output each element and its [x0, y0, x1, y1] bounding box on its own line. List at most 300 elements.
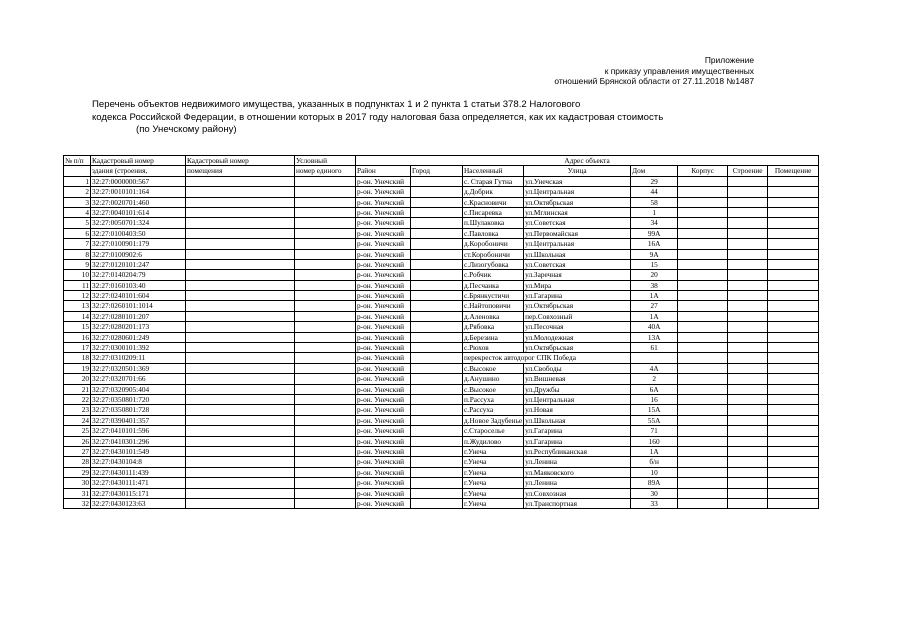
row-street: ул.Центральная [524, 394, 631, 404]
row-house: 1А [631, 446, 678, 456]
row-premise [186, 498, 295, 508]
row-district: р-он. Унечский [356, 218, 411, 228]
row-korpus [678, 228, 728, 238]
row-cadastral: 32:27:0410101:596 [91, 426, 186, 436]
row-city [411, 187, 463, 197]
row-korpus [678, 343, 728, 353]
row-house [631, 353, 678, 363]
row-settlement: г.Унеча [463, 478, 524, 488]
row-house: 99А [631, 228, 678, 238]
row-pomeshchenie [768, 457, 819, 467]
row-pomeshchenie [768, 207, 819, 217]
row-korpus [678, 197, 728, 207]
row-korpus [678, 218, 728, 228]
row-house: 55А [631, 415, 678, 425]
row-city [411, 446, 463, 456]
row-korpus [678, 353, 728, 363]
row-stroenie [728, 176, 768, 186]
row-cadastral: 32:27:0280201:173 [91, 322, 186, 332]
row-cadastral: 32:27:0430111:471 [91, 478, 186, 488]
row-premise [186, 426, 295, 436]
row-district: р-он. Унечский [356, 405, 411, 415]
row-city [411, 426, 463, 436]
row-house: 33 [631, 498, 678, 508]
row-premise [186, 343, 295, 353]
row-city [411, 259, 463, 269]
row-korpus [678, 415, 728, 425]
row-settlement: с.Староселье [463, 426, 524, 436]
row-house: 89А [631, 478, 678, 488]
row-city [411, 488, 463, 498]
row-stroenie [728, 353, 768, 363]
row-house: 27 [631, 301, 678, 311]
row-no: 8 [64, 249, 91, 259]
row-no: 7 [64, 239, 91, 249]
row-cadastral: 32:27:0430123:63 [91, 498, 186, 508]
row-district: р-он. Унечский [356, 322, 411, 332]
row-street: пер.Совхозный [524, 311, 631, 321]
row-settlement: с.Писаревка [463, 207, 524, 217]
row-house: 16 [631, 394, 678, 404]
row-settlement: п.Рассуха [463, 394, 524, 404]
row-premise [186, 405, 295, 415]
row-cadastral: 32:27:0410301:296 [91, 436, 186, 446]
header-house: Дом [631, 166, 678, 176]
row-district: р-он. Унечский [356, 259, 411, 269]
row-settlement: д.Новое Задубенье [464, 415, 523, 425]
row-district: р-он. Унечский [356, 270, 411, 280]
appendix-line-3: отношений Брянской области от 27.11.2018 №1487 [554, 76, 754, 86]
row-korpus [678, 249, 728, 259]
row-street: ул.Песочная [524, 322, 631, 332]
row-house: 30 [631, 488, 678, 498]
row-district: р-он. Унечский [356, 426, 411, 436]
row-stroenie [728, 259, 768, 269]
appendix-line-1: Приложение [704, 55, 754, 65]
row-stroenie [728, 426, 768, 436]
row-premise [186, 280, 295, 290]
table-row [64, 239, 819, 249]
row-korpus [678, 457, 728, 467]
row-settlement: с. Старая Гутна [463, 176, 524, 186]
row-settlement: с.Рассуха [463, 405, 524, 415]
row-city [411, 343, 463, 353]
row-district: р-он. Унечский [356, 176, 411, 186]
row-stroenie [728, 446, 768, 456]
header-cad-building: Кадастровый номер [91, 156, 186, 166]
row-no: 15 [64, 322, 91, 332]
table-row [64, 197, 819, 207]
header-row-2 [64, 166, 819, 176]
row-district: р-он. Унечский [356, 374, 411, 384]
table-row [64, 228, 819, 238]
row-premise [186, 249, 295, 259]
header-conditional-2: номер единого [295, 166, 356, 176]
row-no: 28 [64, 457, 91, 467]
row-premise [186, 270, 295, 280]
table-row [64, 405, 819, 415]
row-premise [186, 467, 295, 477]
header-district: Район [356, 166, 411, 176]
header-korpus: Корпус [678, 166, 728, 176]
row-premise [186, 176, 295, 186]
row-house: 58 [631, 197, 678, 207]
row-street: ул.Маяковского [524, 467, 631, 477]
row-korpus [678, 436, 728, 446]
row-city [411, 394, 463, 404]
table-row [64, 259, 819, 269]
row-pomeshchenie [768, 239, 819, 249]
row-settlement: д.Песчанка [463, 280, 524, 290]
row-cadastral: 32:27:0320501:369 [91, 363, 186, 373]
table-row [64, 218, 819, 228]
row-korpus [678, 322, 728, 332]
row-conditional [295, 239, 356, 249]
row-no: 19 [64, 363, 91, 373]
row-stroenie [728, 239, 768, 249]
row-no: 20 [64, 374, 91, 384]
row-conditional [295, 228, 356, 238]
row-stroenie [728, 343, 768, 353]
row-district: р-он. Унечский [356, 436, 411, 446]
row-pomeshchenie [768, 478, 819, 488]
row-conditional [295, 415, 356, 425]
row-house: 34 [631, 218, 678, 228]
row-stroenie [728, 301, 768, 311]
row-settlement: г.Унеча [463, 457, 524, 467]
row-street: ул.Новая [524, 405, 631, 415]
row-street: ул.Советская [524, 218, 631, 228]
row-korpus [678, 488, 728, 498]
table-row [64, 415, 819, 425]
row-settlement: с.Павловка [463, 228, 524, 238]
row-district: р-он. Унечский [356, 478, 411, 488]
row-pomeshchenie [768, 332, 819, 342]
row-stroenie [728, 249, 768, 259]
row-premise [186, 415, 295, 425]
row-no: 22 [64, 394, 91, 404]
row-house: 2 [631, 374, 678, 384]
row-conditional [295, 363, 356, 373]
row-house: 6А [631, 384, 678, 394]
row-stroenie [728, 218, 768, 228]
row-city [411, 384, 463, 394]
row-cadastral: 32:27:0140204:79 [91, 270, 186, 280]
row-street: ул.Гагарина [524, 426, 631, 436]
row-korpus [678, 363, 728, 373]
row-conditional [295, 249, 356, 259]
row-house: 13А [631, 332, 678, 342]
row-korpus [678, 301, 728, 311]
row-cadastral: 32:27:0000000:567 [91, 176, 186, 186]
row-settlement: г.Унеча [463, 488, 524, 498]
row-street: ул.Центральная [524, 187, 631, 197]
row-stroenie [728, 332, 768, 342]
row-korpus [678, 291, 728, 301]
row-no: 4 [64, 207, 91, 217]
row-city [411, 498, 463, 508]
row-pomeshchenie [768, 187, 819, 197]
row-district: р-он. Унечский [356, 415, 411, 425]
row-district: р-он. Унечский [356, 488, 411, 498]
row-city [411, 374, 463, 384]
table-row [64, 176, 819, 186]
row-korpus [678, 332, 728, 342]
row-city [411, 270, 463, 280]
row-street: ул.Октябрьская [524, 343, 631, 353]
header-conditional: Условный [295, 156, 356, 166]
row-pomeshchenie [768, 467, 819, 477]
row-no: 25 [64, 426, 91, 436]
row-settlement: с.Высокое [463, 384, 524, 394]
row-cadastral: 32:27:0390401:357 [91, 415, 186, 425]
row-pomeshchenie [768, 488, 819, 498]
row-pomeshchenie [768, 363, 819, 373]
row-premise [186, 311, 295, 321]
row-premise [186, 436, 295, 446]
row-pomeshchenie [768, 197, 819, 207]
row-no: 5 [64, 218, 91, 228]
row-house: 1А [631, 291, 678, 301]
row-settlement: с.Робчик [463, 270, 524, 280]
row-premise [186, 374, 295, 384]
row-korpus [678, 176, 728, 186]
row-district: р-он. Унечский [356, 249, 411, 259]
table-row [64, 498, 819, 508]
row-no: 27 [64, 446, 91, 456]
header-cad-premise-2: помещения [186, 166, 295, 176]
row-conditional [295, 488, 356, 498]
row-house: б/н [631, 457, 678, 467]
table-row [64, 332, 819, 342]
row-house: 71 [631, 426, 678, 436]
row-cadastral: 32:27:0040101:614 [91, 207, 186, 217]
row-pomeshchenie [768, 446, 819, 456]
document-title [92, 99, 792, 137]
row-settlement: перекресток автодорог СПК Победа [463, 353, 631, 363]
row-stroenie [728, 322, 768, 332]
row-korpus [678, 394, 728, 404]
row-pomeshchenie [768, 270, 819, 280]
row-pomeshchenie [768, 353, 819, 363]
row-korpus [678, 280, 728, 290]
row-no: 32 [64, 498, 91, 508]
title-line-1: Перечень объектов недвижимого имущества, указанных в подпунктах 1 и 2 пункта 1 статьи 378.2 Налогового [92, 99, 581, 110]
row-stroenie [728, 436, 768, 446]
row-city [411, 353, 463, 363]
row-cadastral: 32:27:0280101:207 [91, 311, 186, 321]
row-pomeshchenie [768, 259, 819, 269]
row-district: р-он. Унечский [356, 332, 411, 342]
row-district: р-он. Унечский [356, 291, 411, 301]
row-no: 6 [64, 228, 91, 238]
table-row [64, 426, 819, 436]
table-row [64, 311, 819, 321]
row-cadastral: 32:27:0010101:164 [91, 187, 186, 197]
row-stroenie [728, 207, 768, 217]
row-stroenie [728, 363, 768, 373]
row-no: 10 [64, 270, 91, 280]
row-house: 29 [631, 176, 678, 186]
row-settlement: с.Брянкустичи [463, 291, 524, 301]
row-korpus [678, 311, 728, 321]
row-settlement: д.Рябовка [463, 322, 524, 332]
row-korpus [678, 207, 728, 217]
row-stroenie [728, 478, 768, 488]
row-conditional [295, 259, 356, 269]
row-settlement: д.Коробоничи [463, 239, 524, 249]
header-settlement: Населенный [463, 166, 524, 176]
table-row [64, 394, 819, 404]
table-row [64, 270, 819, 280]
row-district: р-он. Унечский [356, 394, 411, 404]
row-pomeshchenie [768, 426, 819, 436]
row-no: 23 [64, 405, 91, 415]
row-no: 30 [64, 478, 91, 488]
row-city [411, 301, 463, 311]
row-conditional [295, 301, 356, 311]
row-conditional [295, 426, 356, 436]
row-street: ул.Республиканская [524, 446, 631, 456]
table-row [64, 363, 819, 373]
row-pomeshchenie [768, 384, 819, 394]
row-korpus [678, 384, 728, 394]
row-house: 4А [631, 363, 678, 373]
row-district: р-он. Унечский [356, 187, 411, 197]
row-conditional [295, 270, 356, 280]
table-row [64, 207, 819, 217]
row-district: р-он. Унечский [356, 343, 411, 353]
row-settlement: г.Унеча [463, 498, 524, 508]
row-conditional [295, 457, 356, 467]
row-korpus [678, 259, 728, 269]
row-district: р-он. Унечский [356, 457, 411, 467]
row-city [411, 478, 463, 488]
row-cadastral: 32:27:0320905:404 [91, 384, 186, 394]
header-street: Улица [524, 166, 631, 176]
row-premise [186, 384, 295, 394]
row-street: ул.Первомайская [524, 228, 631, 238]
row-settlement: д.Аленовка [463, 311, 524, 321]
row-house: 61 [631, 343, 678, 353]
row-korpus [678, 467, 728, 477]
table-row [64, 343, 819, 353]
row-pomeshchenie [768, 415, 819, 425]
row-conditional [295, 436, 356, 446]
header-no: № п/п [64, 156, 91, 166]
row-premise [186, 363, 295, 373]
header-stroenie: Строение [728, 166, 768, 176]
row-city [411, 322, 463, 332]
row-stroenie [728, 270, 768, 280]
row-premise [186, 446, 295, 456]
row-pomeshchenie [768, 301, 819, 311]
row-house: 38 [631, 280, 678, 290]
row-premise [186, 228, 295, 238]
row-street: ул.Гагарина [524, 436, 631, 446]
row-house: 16А [631, 239, 678, 249]
row-pomeshchenie [768, 394, 819, 404]
row-no: 2 [64, 187, 91, 197]
row-premise [186, 488, 295, 498]
row-street: ул.Мглинская [524, 207, 631, 217]
row-conditional [295, 394, 356, 404]
row-settlement: г.Унеча [463, 467, 524, 477]
row-no: 18 [64, 353, 91, 363]
row-no: 24 [64, 415, 91, 425]
row-settlement: п.Шулаковка [463, 218, 524, 228]
row-stroenie [728, 384, 768, 394]
header-no-blank [64, 166, 91, 176]
table-row [64, 467, 819, 477]
row-cadastral: 32:27:0100901:179 [91, 239, 186, 249]
row-settlement: д.Добрик [463, 187, 524, 197]
row-cadastral: 32:27:0050701:324 [91, 218, 186, 228]
row-street: ул.Октябрьская [524, 197, 631, 207]
appendix-block [554, 55, 754, 87]
row-no: 29 [64, 467, 91, 477]
row-pomeshchenie [768, 311, 819, 321]
row-street: ул.Октябрьская [524, 301, 631, 311]
row-cadastral: 32:27:0100902:6 [91, 249, 186, 259]
row-street: ул.Транспортная [524, 498, 631, 508]
row-city [411, 467, 463, 477]
row-pomeshchenie [768, 343, 819, 353]
row-stroenie [728, 280, 768, 290]
row-house: 10 [631, 467, 678, 477]
row-no: 12 [64, 291, 91, 301]
title-line-3: (по Унечскому району) [136, 124, 237, 136]
row-pomeshchenie [768, 176, 819, 186]
row-no: 31 [64, 488, 91, 498]
row-conditional [295, 353, 356, 363]
row-pomeshchenie [768, 498, 819, 508]
row-premise [186, 291, 295, 301]
row-settlement: ст.Коробоничи [463, 249, 524, 259]
row-district: р-он. Унечский [356, 467, 411, 477]
row-street: ул.Вишневая [524, 374, 631, 384]
row-stroenie [728, 394, 768, 404]
row-conditional [295, 384, 356, 394]
row-cadastral: 32:27:0350801:720 [91, 394, 186, 404]
row-korpus [678, 239, 728, 249]
row-premise [186, 197, 295, 207]
row-korpus [678, 426, 728, 436]
table-row [64, 280, 819, 290]
row-street: ул.Дружбы [524, 384, 631, 394]
row-no: 14 [64, 311, 91, 321]
row-no: 3 [64, 197, 91, 207]
row-house: 160 [631, 436, 678, 446]
row-city [411, 239, 463, 249]
row-stroenie [728, 374, 768, 384]
row-conditional [295, 291, 356, 301]
row-pomeshchenie [768, 228, 819, 238]
row-no: 21 [64, 384, 91, 394]
row-conditional [295, 498, 356, 508]
row-street: ул.Свободы [524, 363, 631, 373]
table-row [64, 488, 819, 498]
row-stroenie [728, 197, 768, 207]
row-cadastral: 32:27:0280601:249 [91, 332, 186, 342]
row-street: ул.Школьная [524, 415, 631, 425]
row-house: 44 [631, 187, 678, 197]
row-no: 16 [64, 332, 91, 342]
row-city [411, 311, 463, 321]
row-conditional [295, 176, 356, 186]
row-cadastral: 32:27:0350801:728 [91, 405, 186, 415]
row-street: ул.Молодежная [524, 332, 631, 342]
